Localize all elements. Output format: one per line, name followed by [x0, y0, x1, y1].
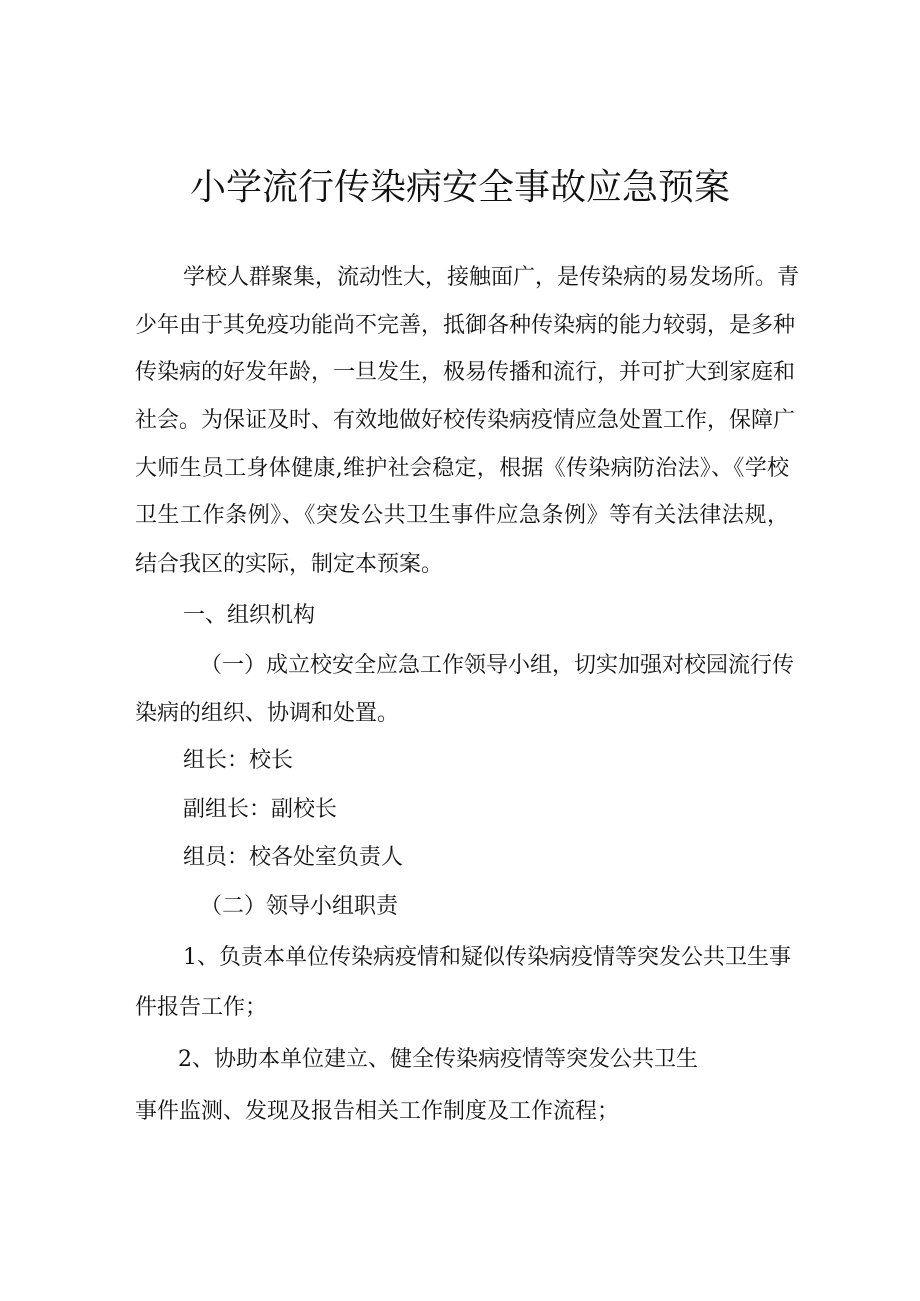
subsection-1-line-1: （一）成立校安全应急工作领导小组，切实加强对校园流行传: [200, 653, 795, 678]
document-title: 小学流行传染病安全事故应急预案: [189, 167, 730, 208]
intro-line-2: 少年由于其免疫功能尚不完善，抵御各种传染病的能力较弱，是多种: [135, 313, 796, 338]
subsection-2-heading: （二）领导小组职责: [200, 894, 399, 919]
deputy-leader-line: 副组长：副校长: [183, 797, 338, 822]
duty-2-line-2: 事件监测、发现及报告相关工作制度及工作流程；: [135, 1099, 620, 1124]
intro-line-4: 社会。为保证及时、有效地做好校传染病疫情应急处置工作，保障广: [135, 408, 796, 433]
leader-line: 组长：校长: [183, 748, 294, 773]
duty-1-line-1: 1、负责本单位传染病疫情和疑似传染病疫情等突发公共卫生事: [183, 945, 791, 970]
intro-line-7: 结合我区的实际，制定本预案。: [135, 552, 444, 577]
intro-line-1: 学校人群聚集，流动性大，接触面广，是传染病的易发场所。青: [183, 265, 800, 290]
members-line: 组员：校各处室负责人: [183, 845, 404, 870]
intro-line-6: 卫生工作条例》、《突发公共卫生事件应急条例》等有关法律法规，: [135, 503, 789, 528]
duty-1-line-2: 件报告工作；: [135, 995, 268, 1020]
duty-2-line-1: 2、协助本单位建立、健全传染病疫情等突发公共卫生: [178, 1047, 698, 1072]
intro-line-5: 大师生员工身体健康,维护社会稳定，根据《传染病防治法》、《学校: [135, 456, 789, 481]
subsection-1-line-2: 染病的组织、协调和处置。: [135, 701, 400, 726]
section-heading-organization: 一、组织机构: [183, 603, 316, 628]
intro-line-3: 传染病的好发年龄，一旦发生，极易传播和流行，并可扩大到家庭和: [135, 360, 796, 385]
